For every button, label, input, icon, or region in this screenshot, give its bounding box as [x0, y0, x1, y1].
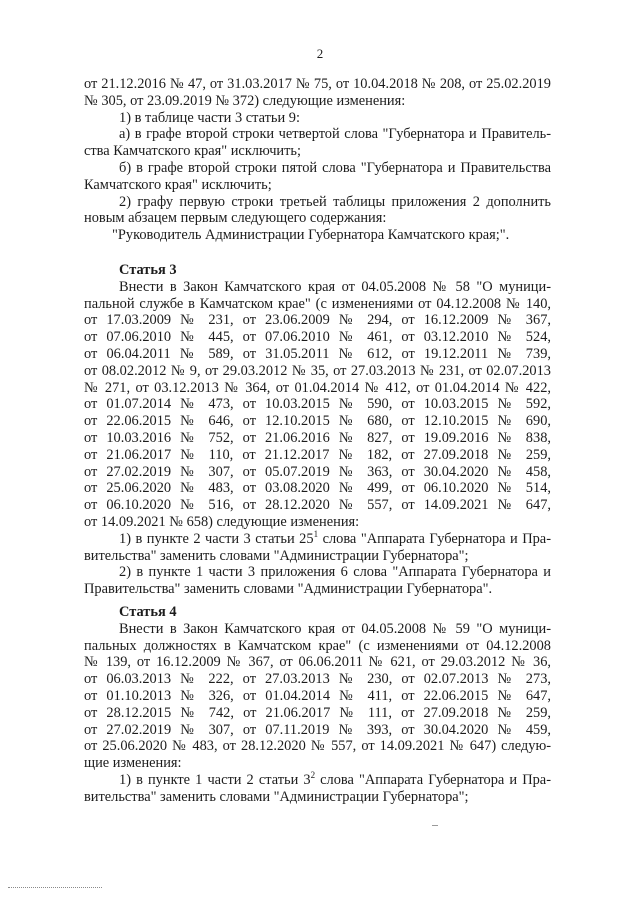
intro-line: № 305, от 23.09.2019 № 372) следующие изменения:: [84, 92, 406, 109]
intro-item-2-line: новым абзацем первым следующего содержания:: [84, 210, 387, 227]
article-3-item-2-line: Правительства" заменить словами "Администрации Губернатора".: [84, 581, 493, 598]
article-4-line: Внести в Закон Камчатского края от 04.05.2008 № 59 "О муници-: [119, 620, 551, 637]
scan-mark: [432, 825, 438, 826]
intro-item-2-quote: "Руководитель Администрации Губернатора Камчатского края;".: [112, 227, 510, 244]
article-3-line: пальной службе в Камчатском крае" (с изменениями от 04.12.2008 № 140,: [84, 295, 551, 312]
article-3-line: от 17.03.2009 № 231, от 23.06.2009 № 294, от 16.12.2009 № 367,: [84, 312, 551, 329]
article-3-line: от 01.07.2014 № 473, от 10.03.2015 № 590, от 10.03.2015 № 592,: [84, 396, 551, 413]
article-3-line: от 27.02.2019 № 307, от 05.07.2019 № 363, от 30.04.2020 № 458,: [84, 463, 551, 480]
article-3-item-1-line: [84, 528, 551, 548]
page-number: 2: [316, 46, 324, 61]
article-3-item-1-text: 1) в пункте 2 части 3 статьи 25: [119, 530, 314, 547]
intro-section: [84, 76, 551, 244]
article-3-line: от 25.06.2020 № 483, от 03.08.2020 № 499, от 06.10.2020 № 514,: [84, 480, 551, 497]
article-4-item-1-text: 1) в пункте 1 части 2 статьи 3: [119, 771, 311, 788]
article-3-line: от 22.06.2015 № 646, от 12.10.2015 № 680, от 12.10.2015 № 690,: [84, 413, 551, 430]
article-3-line: от 14.09.2021 № 658) следующие изменения:: [84, 513, 360, 530]
article-4-line: от 01.10.2013 № 326, от 01.04.2014 № 411, от 22.06.2015 № 647,: [84, 687, 551, 704]
article-4-heading: Статья 4: [119, 604, 177, 620]
article-3-line: от 08.02.2012 № 9, от 29.03.2012 № 35, от 27.03.2013 № 231, от 02.07.2013: [84, 362, 551, 379]
article-4-line: № 139, от 16.12.2009 № 367, от 06.06.2011 № 621, от 29.03.2012 № 36,: [84, 654, 551, 671]
intro-item-2-line: 2) графу первую строки третьей таблицы приложения 2 дополнить: [119, 193, 551, 210]
article-4-item-1-line: [84, 772, 551, 789]
article-3-line: от 06.10.2020 № 516, от 28.12.2020 № 557, от 14.09.2021 № 647,: [84, 497, 551, 514]
article-4-item-1-text: слова "Аппарата Губернатора и Пра-: [315, 771, 551, 788]
article-3-line: от 21.06.2017 № 110, от 21.12.2017 № 182, от 27.09.2018 № 259,: [84, 446, 551, 463]
bottom-rule: [8, 887, 102, 888]
article-4-line: пальных должностях в Камчатском крае" (с изменениями от 04.12.2008: [84, 637, 551, 654]
article-4-section: [84, 604, 551, 806]
article-4-line: от 25.06.2020 № 483, от 28.12.2020 № 557, от 14.09.2021 № 647) следую-: [84, 738, 551, 755]
article-4-item-1-superscript: 2: [310, 770, 316, 781]
article-3-heading: Статья 3: [119, 262, 177, 278]
article-4-line: от 28.12.2015 № 742, от 21.06.2017 № 111, от 27.09.2018 № 259,: [84, 704, 551, 721]
article-3-line: Внести в Закон Камчатского края от 04.05.2008 № 58 "О муници-: [119, 278, 551, 295]
article-4-item-1-line: вительства" заменить словами "Администрации Губернатора";: [84, 788, 469, 805]
article-4-line: от 06.03.2013 № 222, от 27.03.2013 № 230, от 02.07.2013 № 273,: [84, 671, 551, 688]
article-3-line: от 06.04.2011 № 589, от 31.05.2011 № 612, от 19.12.2011 № 739,: [84, 345, 551, 362]
article-3-line: от 10.03.2016 № 752, от 21.06.2016 № 827, от 19.09.2016 № 838,: [84, 429, 551, 446]
article-4-line: щие изменения:: [84, 755, 182, 772]
article-3-section: [84, 262, 551, 598]
intro-item-1b-line: Камчатского края" исключить;: [84, 176, 272, 193]
intro-item-1: 1) в таблице части 3 статьи 9:: [119, 109, 300, 126]
intro-item-1a-line: а) в графе второй строки четвертой слова "Губернатора и Правитель-: [119, 126, 551, 143]
intro-line: от 21.12.2016 № 47, от 31.03.2017 № 75, от 10.04.2018 № 208, от 25.02.2019: [84, 76, 551, 92]
article-3-item-1-superscript: 1: [313, 528, 319, 539]
article-3-line: от 07.06.2010 № 445, от 07.06.2010 № 461, от 03.12.2010 № 524,: [84, 329, 551, 346]
article-3-line: № 271, от 03.12.2013 № 364, от 01.04.2014 № 412, от 01.04.2014 № 422,: [84, 379, 551, 396]
article-3-item-1-line: вительства" заменить словами "Администрации Губернатора";: [84, 547, 469, 564]
intro-item-1a-line: ства Камчатского края" исключить;: [84, 143, 301, 160]
article-3-item-2-line: 2) в пункте 1 части 3 приложения 6 слова "Аппарата Губернатора и: [119, 564, 551, 581]
article-4-line: от 27.02.2019 № 307, от 07.11.2019 № 393, от 30.04.2020 № 459,: [84, 721, 551, 738]
intro-item-1b-line: б) в графе второй строки пятой слова "Губернатора и Правительства: [119, 159, 551, 176]
article-3-item-1-text: слова "Аппарата Губернатора и Пра-: [318, 530, 551, 547]
